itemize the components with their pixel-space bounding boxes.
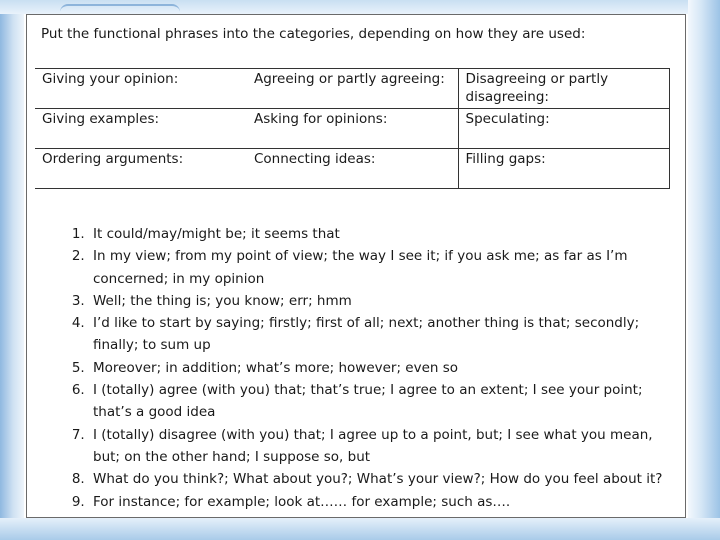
category-cell: Ordering arguments: [35,149,247,189]
background-left-gradient [0,0,24,540]
list-item: 8. What do you think?; What about you?; What’s your view?; How do you feel about it? [89,468,665,490]
instruction-text: Put the functional phrases into the categories, depending on how they are used: [41,26,586,42]
list-item: 9. For instance; for example; look at…… for example; such as…. [89,491,665,513]
category-cell: Asking for opinions: [247,109,458,149]
phrases-list [55,223,665,513]
category-cell: Giving your opinion: [35,69,247,109]
list-item: 7. I (totally) disagree (with you) that; I agree up to a point, but; I see what you mean, but; on the other hand; I suppose so, but [89,424,665,469]
background-right-gradient [688,0,720,540]
decorative-swoosh [60,4,180,12]
list-item: 3. Well; the thing is; you know; err; hmm [89,290,665,312]
category-cell: Filling gaps: [458,149,669,189]
table-row [35,69,669,109]
categories-table [35,68,670,189]
category-cell: Speculating: [458,109,669,149]
category-cell: Disagreeing or partly disagreeing: [458,69,669,109]
list-item: 4. I’d like to start by saying; firstly; first of all; next; another thing is that; secondly; finally; to sum up [89,312,665,357]
background-bottom-gradient [0,518,720,540]
category-cell: Giving examples: [35,109,247,149]
list-item: 2. In my view; from my point of view; the way I see it; if you ask me; as far as I’m concerned; in my opinion [89,245,665,290]
category-cell: Connecting ideas: [247,149,458,189]
list-item: 5. Moreover; in addition; what’s more; however; even so [89,357,665,379]
category-cell: Agreeing or partly agreeing: [247,69,458,109]
table-row [35,149,669,189]
worksheet [26,14,686,518]
table-row [35,109,669,149]
list-item: 1. It could/may/might be; it seems that [89,223,665,245]
list-item: 6. I (totally) agree (with you) that; that’s true; I agree to an extent; I see your point; that’s a good idea [89,379,665,424]
